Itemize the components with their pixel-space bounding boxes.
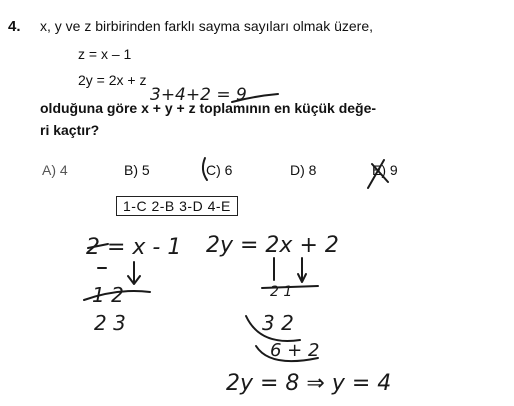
choice-e[interactable]: E) 9 (372, 162, 398, 178)
hw-left-arrow (128, 262, 140, 284)
hw-right-row-1: 2 1 (270, 284, 293, 300)
hw-right-bracket-1 (246, 316, 300, 341)
choice-c[interactable]: C) 6 (206, 162, 233, 178)
choice-d[interactable]: D) 8 (290, 162, 317, 178)
hw-left-strike (88, 244, 108, 248)
hw-right-strike (262, 286, 318, 288)
hw-right-row-3: 6 + 2 (270, 340, 320, 361)
hw-right-bracket-2 (256, 346, 318, 361)
hw-left-row-1-strike (84, 291, 150, 300)
question-ask-line-2: ri kaçtır? (40, 122, 100, 138)
equation-1: z = x – 1 (78, 46, 132, 62)
answer-key-box: 1-C 2-B 3-D 4-E (116, 196, 238, 216)
hw-left-row-2: 2 3 (94, 311, 126, 335)
equation-2: 2y = 2x + z (78, 72, 147, 88)
hw-top-note: 3+4+2 = 9 (150, 85, 247, 105)
choice-b[interactable]: B) 5 (124, 162, 150, 178)
hw-right-row-2: 3 2 (262, 311, 294, 335)
question-number: 4. (8, 18, 21, 35)
question-ask-line-1: olduğuna göre x + y + z toplamının en küçük değe- (40, 100, 377, 116)
hw-left-equation: 2 = x - 1 (86, 235, 182, 260)
hw-bottom-line: 2y = 8 ⇒ y = 4 (226, 371, 392, 396)
hw-left-row-1: 1 2 (92, 283, 124, 307)
choice-a[interactable]: A) 4 (42, 162, 68, 178)
question-stem: x, y ve z birbirinden farklı sayma sayıları olmak üzere, (40, 18, 374, 34)
hw-right-arrows (274, 258, 306, 282)
hw-right-equation: 2y = 2x + 2 (206, 233, 339, 258)
